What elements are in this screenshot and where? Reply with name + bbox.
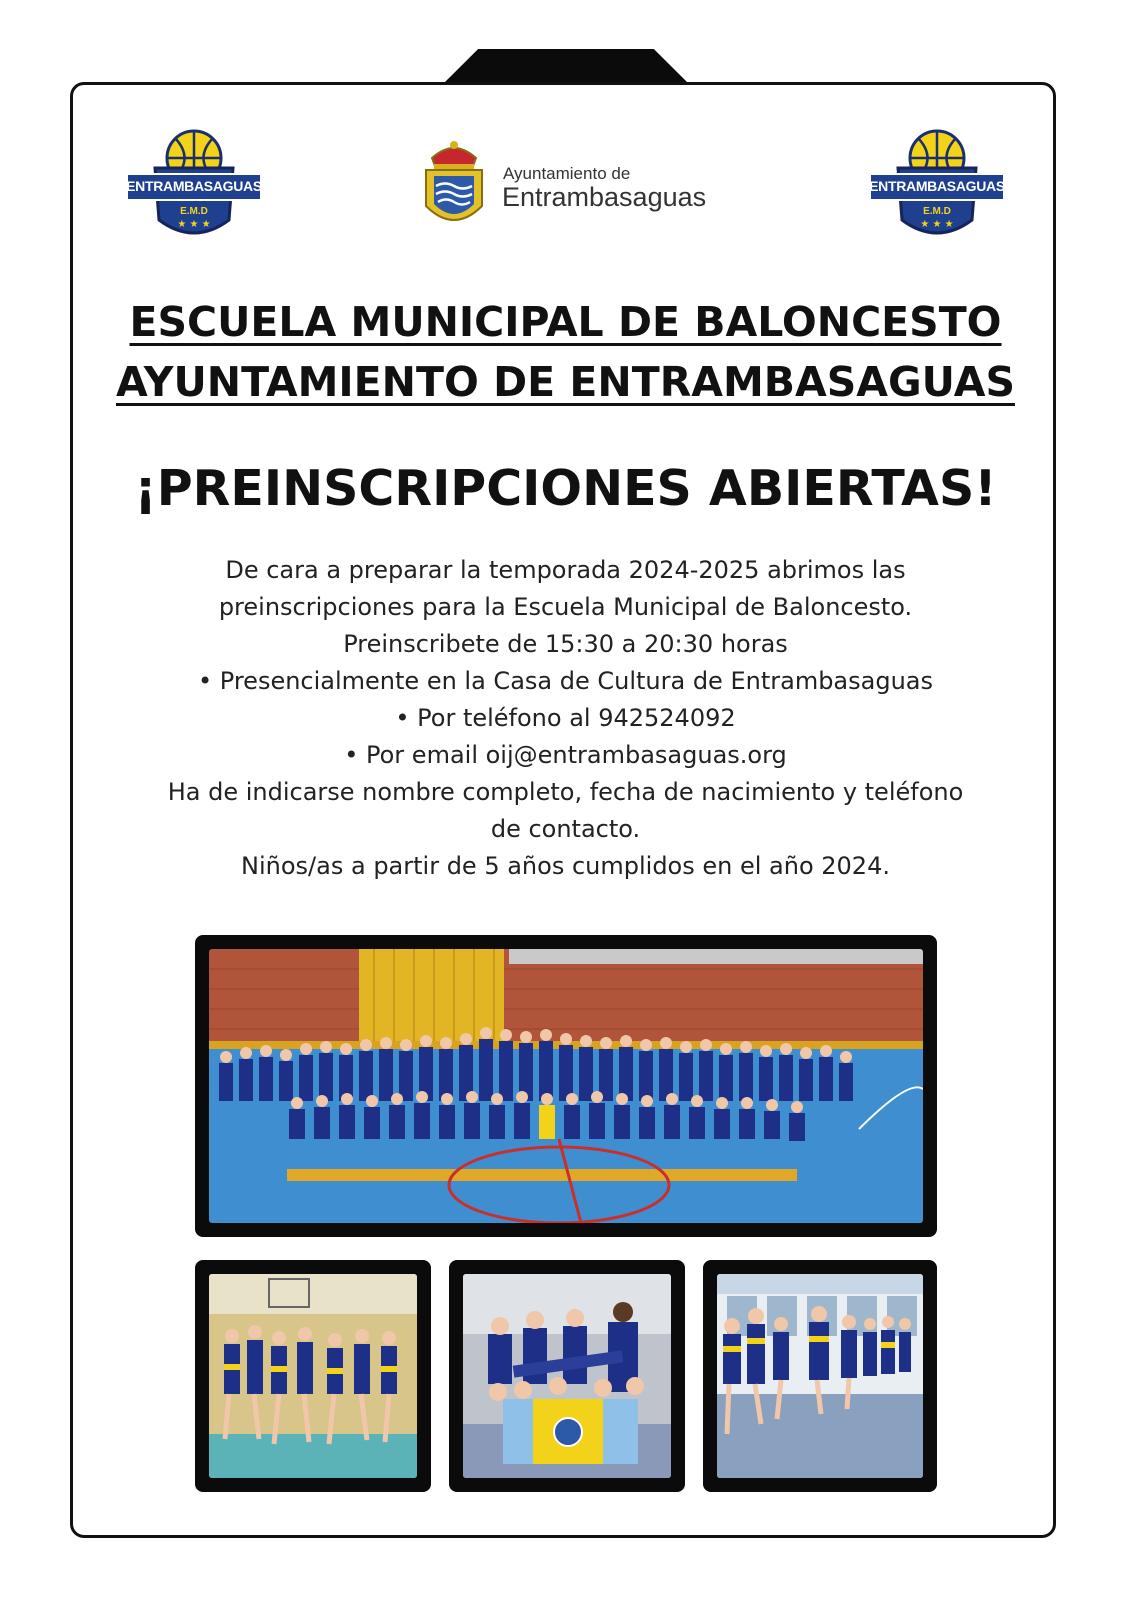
council-pre-label: Ayuntamiento de (503, 164, 631, 183)
headline: ¡PREINSCRIPCIONES ABIERTAS! (134, 460, 997, 517)
team-photo-image (209, 949, 923, 1223)
club-logo-right (868, 128, 1006, 248)
body-line: • Por teléfono al 942524092 (395, 704, 736, 732)
club-logo-text: ENTRAMBASAGUAS (126, 178, 262, 194)
club-logo-text: ENTRAMBASAGUAS (869, 178, 1005, 194)
body-line: Ha de indicarse nombre completo, fecha de nacimiento y teléfono (167, 778, 964, 806)
title-line-2: AYUNTAMIENTO DE ENTRAMBASAGUAS (116, 358, 1015, 406)
svg-text:★ ★ ★: ★ ★ ★ (177, 219, 211, 230)
council-name-label: Entrambasaguas (502, 182, 707, 212)
club-logo-left (125, 128, 263, 248)
body-line: Preinscribete de 15:30 a 20:30 horas (343, 630, 788, 658)
body-line: Niños/as a partir de 5 años cumplidos en el año 2024. (241, 852, 890, 880)
team-photo-image (717, 1274, 923, 1478)
svg-text:★ ★ ★: ★ ★ ★ (920, 219, 954, 230)
body-line: • Presencialmente en la Casa de Cultura de Entrambasaguas (198, 667, 933, 695)
team-photo-small-1 (195, 1260, 431, 1492)
club-logo-subtext: E.M.D (180, 206, 208, 217)
team-photo-image (209, 1274, 417, 1478)
coat-of-arms-icon (418, 136, 490, 236)
club-logo-subtext: E.M.D (923, 206, 951, 217)
team-photo-main (195, 935, 937, 1237)
body-line: De cara a preparar la temporada 2024-2025 abrimos las (225, 556, 906, 584)
council-logo (418, 130, 718, 240)
body-text (0, 552, 1131, 885)
body-line: de contacto. (490, 815, 641, 843)
team-photo-image (463, 1274, 671, 1478)
team-photo-small-2 (449, 1260, 685, 1492)
body-line: preinscripciones para la Escuela Municipal de Baloncesto. (218, 593, 913, 621)
title-line-1: ESCUELA MUNICIPAL DE BALONCESTO (129, 298, 1002, 346)
body-line: • Por email oij@entrambasaguas.org (344, 741, 787, 769)
team-photo-small-3 (703, 1260, 937, 1492)
